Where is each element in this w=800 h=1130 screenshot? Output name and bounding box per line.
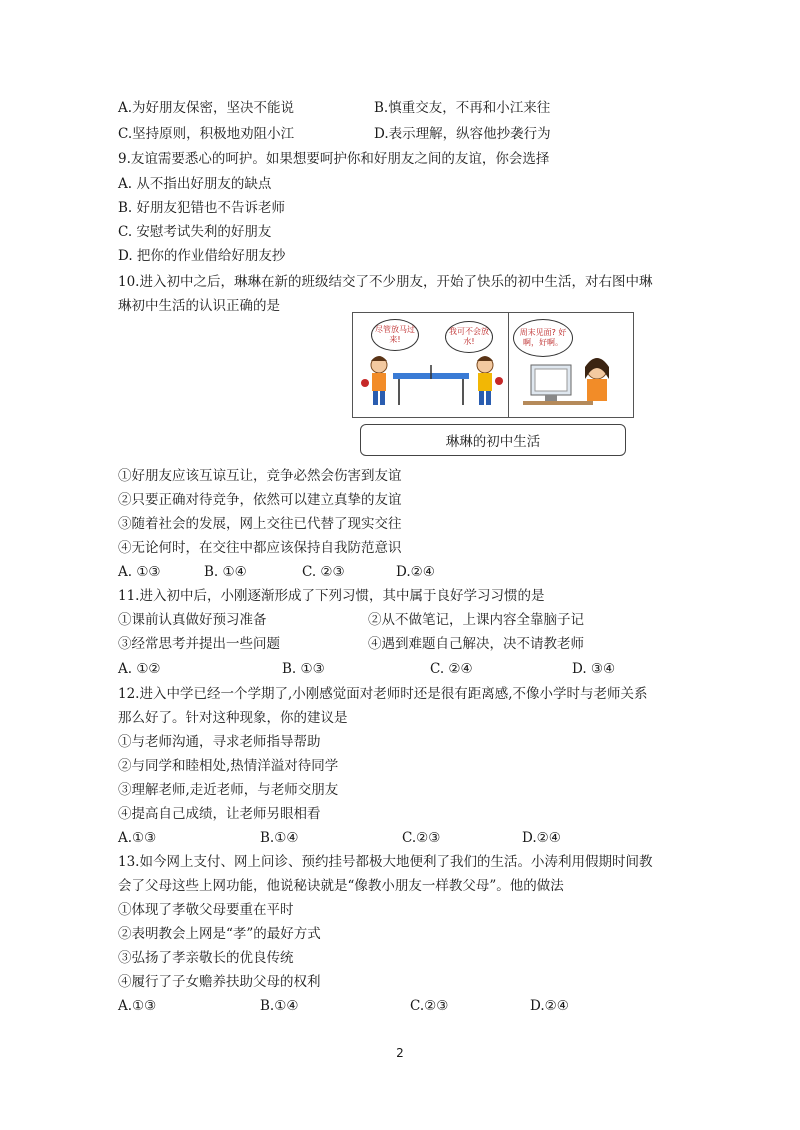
q11-statement-4: ④遇到难题自己解决，决不请教老师 (368, 636, 584, 652)
q10-option-c: C. ②③ (302, 564, 345, 580)
q13-option-b: B.①④ (260, 998, 299, 1014)
q12-statement-1: ①与老师沟通，寻求老师指导帮助 (118, 734, 321, 750)
figure-caption: 琳琳的初中生活 (360, 424, 626, 456)
q9-option-b: B. 好朋友犯错也不告诉老师 (118, 200, 286, 216)
q8-option-c: C.坚持原则，积极地劝阻小江 (118, 126, 295, 142)
q8-option-d: D.表示理解，纵容他抄袭行为 (374, 126, 551, 142)
q10-statement-3: ③随着社会的发展，网上交往已代替了现实交往 (118, 516, 402, 532)
q12-option-d: D.②④ (522, 830, 561, 846)
q9-option-c: C. 安慰考试失利的好朋友 (118, 224, 272, 240)
q11-statement-3: ③经常思考并提出一些问题 (118, 636, 280, 652)
q13-option-a: A.①③ (118, 998, 157, 1014)
q11-option-b: B. ①③ (282, 661, 325, 677)
q13-statement-3: ③弘扬了孝亲敬长的优良传统 (118, 950, 294, 966)
q9-stem: 9.友谊需要悉心的呵护。如果想要呵护你和好朋友之间的友谊，你会选择 (118, 151, 550, 167)
q10-option-d: D.②④ (396, 564, 435, 580)
q12-stem-line1: 12.进入中学已经一个学期了,小刚感觉面对老师时还是很有距离感,不像小学时与老师关系 (118, 686, 648, 702)
q10-stem-line2: 琳初中生活的认识正确的是 (118, 298, 280, 314)
q10-statement-2: ②只要正确对待竞争，依然可以建立真挚的友谊 (118, 492, 402, 508)
speech-bubble-right: 我可不会放水! (445, 321, 493, 353)
q13-stem-line2: 会了父母这些上网功能，他说秘诀就是“像教小朋友一样教父母”。他的做法 (118, 878, 564, 894)
q13-option-c: C.②③ (410, 998, 449, 1014)
speech-bubble-left: 尽管放马过来! (371, 319, 419, 351)
q10-stem-line1: 10.进入初中之后，琳琳在新的班级结交了不少朋友，开始了快乐的初中生活，对右图中琳 (118, 274, 653, 290)
q8-option-b: B.慎重交友，不再和小江来往 (374, 100, 551, 116)
ping-pong-panel (352, 312, 510, 418)
q11-option-a: A. ①② (118, 661, 161, 677)
q10-statement-4: ④无论何时，在交往中都应该保持自我防范意识 (118, 540, 402, 556)
q10-option-b: B. ①④ (204, 564, 247, 580)
q12-option-b: B.①④ (260, 830, 299, 846)
q12-statement-4: ④提高自己成绩，让老师另眼相看 (118, 806, 321, 822)
q11-stem: 11.进入初中后，小刚逐渐形成了下列习惯，其中属于良好学习习惯的是 (118, 588, 545, 604)
q9-option-d: D. 把你的作业借给好朋友抄 (118, 248, 286, 264)
q12-stem-line2: 那么好了。针对这种现象，你的建议是 (118, 710, 348, 726)
q12-option-a: A.①③ (118, 830, 157, 846)
q10-statement-1: ①好朋友应该互谅互让，竞争必然会伤害到友谊 (118, 468, 402, 484)
q11-statement-2: ②从不做笔记，上课内容全靠脑子记 (368, 612, 584, 628)
q11-statement-1: ①课前认真做好预习准备 (118, 612, 267, 628)
page-number: 2 (396, 1046, 404, 1060)
q9-option-a: A. 从不指出好朋友的缺点 (118, 176, 272, 192)
q12-statement-2: ②与同学和睦相处,热情洋溢对待同学 (118, 758, 339, 774)
q13-option-d: D.②④ (530, 998, 569, 1014)
q12-option-c: C.②③ (402, 830, 441, 846)
q11-option-c: C. ②④ (430, 661, 473, 677)
speech-bubble-chat: 周末见面? 好啊，好啊。 (513, 319, 573, 357)
q13-statement-4: ④履行了子女赡养扶助父母的权利 (118, 974, 321, 990)
online-chat-panel (508, 312, 634, 418)
q12-statement-3: ③理解老师,走近老师，与老师交朋友 (118, 782, 339, 798)
q11-option-d: D. ③④ (572, 661, 616, 677)
q8-option-a: A.为好朋友保密，坚决不能说 (118, 100, 295, 116)
q13-stem-line1: 13.如今网上支付、网上问诊、预约挂号都极大地便利了我们的生活。小涛利用假期时间教 (118, 854, 653, 870)
q10-illustration (352, 312, 632, 458)
q13-statement-1: ①体现了孝敬父母要重在平时 (118, 902, 294, 918)
q13-statement-2: ②表明教会上网是“孝”的最好方式 (118, 926, 321, 942)
q10-option-a: A. ①③ (118, 564, 161, 580)
